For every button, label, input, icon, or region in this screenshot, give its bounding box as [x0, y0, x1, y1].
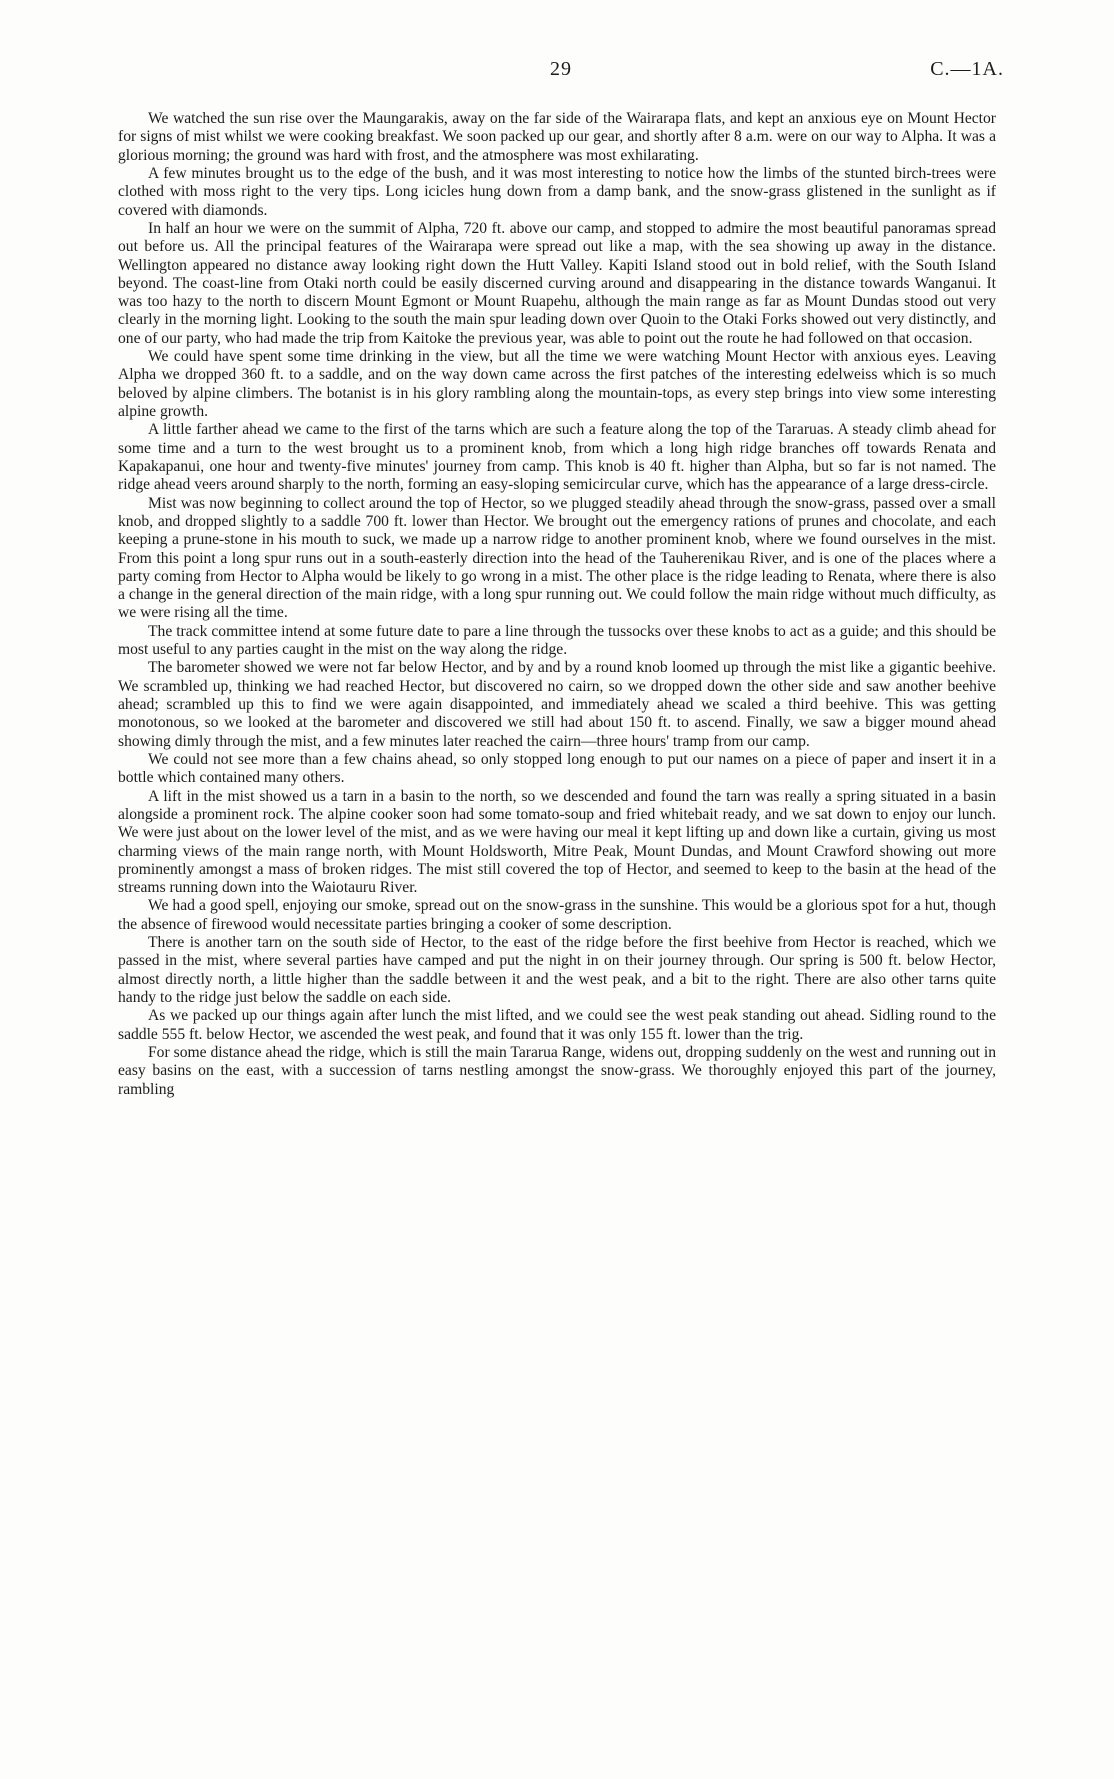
- paragraph: In half an hour we were on the summit of Alpha, 720 ft. above our camp, and stopped to admire the most beautiful panoramas spread out before us. All the principal features of the Wairarapa were spread out like a map, with the sea showing up away in the distance. Wellington appeared no distance away looking right down the Hutt Valley. Kapiti Island stood out in bold relief, with the South Island beyond. The coast-line from Otaki north could be easily discerned curving around and disappearing in the distance towards Wanganui. It was too hazy to the north to discern Mount Egmont or Mount Ruapehu, although the main range as far as Mount Dundas stood out very clearly in the morning light. Looking to the south the main spur leading down over Quoin to the Otaki Forks showed out very distinctly, and one of our party, who had made the trip from Kaitoke the previous year, was able to point out the route he had followed on that occasion.: [118, 219, 996, 347]
- paragraph: As we packed up our things again after lunch the mist lifted, and we could see the west peak standing out ahead. Sidling round to the saddle 555 ft. below Hector, we ascended the west peak, and found that it was only 155 ft. lower than the trig.: [118, 1007, 996, 1043]
- page-header: [118, 58, 1004, 88]
- page-number: 29: [550, 58, 572, 80]
- document-reference: C.—1A.: [930, 58, 1004, 80]
- paragraph: A few minutes brought us to the edge of the bush, and it was most interesting to notice how the limbs of the stunted birch-trees were clothed with moss right to the very tips. Long icicles hung down from a damp bank, and the snow-grass glistened in the sunlight as if covered with diamonds.: [118, 164, 996, 219]
- paragraph: The track committee intend at some future date to pare a line through the tussocks over these knobs to act as a guide; and this should be most useful to any parties caught in the mist on the way along the ridge.: [118, 622, 996, 659]
- paragraph: There is another tarn on the south side of Hector, to the east of the ridge before the first beehive from Hector is reached, which we passed in the mist, where several parties have camped and put the night in on their journey through. Our spring is 500 ft. below Hector, almost directly north, a little higher than the saddle between it and the west peak, and a bit to the right. There are also other tarns quite handy to the ridge just below the saddle on each side.: [118, 934, 996, 1006]
- paragraph: For some distance ahead the ridge, which is still the main Tararua Range, widens out, dropping suddenly on the west and running out in easy basins on the east, with a succession of tarns nestling amongst the snow-grass. We thoroughly enjoyed this part of the journey, rambling: [118, 1043, 996, 1098]
- paragraph: A little farther ahead we came to the first of the tarns which are such a feature along the top of the Tararuas. A steady climb ahead for some time and a turn to the west brought us to a prominent knob, from which a long high ridge branches off towards Renata and Kapakapanui, one hour and twenty-five minutes' journey from camp. This knob is 40 ft. higher than Alpha, but so far is not named. The ridge ahead veers around sharply to the north, forming an easy-sloping semicircular curve, which has the appearance of a large dress-circle.: [118, 421, 996, 494]
- paragraph: Mist was now beginning to collect around the top of Hector, so we plugged steadily ahead through the snow-grass, passed over a small knob, and dropped slightly to a saddle 700 ft. lower than Hector. We brought out the emergency rations of prunes and chocolate, and each keeping a prune-stone in his mouth to suck, we made up a narrow ridge to another prominent knob, where we found ourselves in the mist. From this point a long spur runs out in a south-easterly direction into the head of the Tauherenikau River, and is one of the places where a party coming from Hector to Alpha would be likely to go wrong in a mist. The other place is the ridge leading to Renata, where there is also a change in the general direction of the main ridge, with a long spur running out. We could follow the main ridge without much difficulty, as we were rising all the time.: [118, 494, 996, 622]
- paragraph: We watched the sun rise over the Maungarakis, away on the far side of the Wairarapa flats, and kept an anxious eye on Mount Hector for signs of mist whilst we were cooking breakfast. We soon packed up our gear, and shortly after 8 a.m. were on our way to Alpha. It was a glorious morning; the ground was hard with frost, and the atmosphere was most exhilarating.: [118, 110, 996, 164]
- paragraph: We had a good spell, enjoying our smoke, spread out on the snow-grass in the sunshine. This would be a glorious spot for a hut, though the absence of firewood would necessitate parties bringing a cooker of some description.: [118, 897, 996, 933]
- body-text: [118, 110, 996, 1099]
- paragraph: We could have spent some time drinking in the view, but all the time we were watching Mount Hector with anxious eyes. Leaving Alpha we dropped 360 ft. to a saddle, and on the way down came across the first patches of the interesting edelweiss which is so much beloved by alpine climbers. The botanist is in his glory rambling along the mountain-tops, as every step brings into view some interesting alpine growth.: [118, 348, 996, 420]
- paragraph: A lift in the mist showed us a tarn in a basin to the north, so we descended and found the tarn was really a spring situated in a basin alongside a prominent rock. The alpine cooker soon had some tomato-soup and fried whitebait ready, and we sat down to enjoy our lunch. We were just about on the lower level of the mist, and as we were having our meal it kept lifting up and down like a curtain, giving us most charming views of the main range north, with Mount Holdsworth, Mitre Peak, Mount Dundas, and Mount Crawford showing out more prominently amongst a mass of broken ridges. The mist still covered the top of Hector, and seemed to keep to the basin at the head of the streams running down into the Waiotauru River.: [118, 787, 996, 897]
- paragraph: We could not see more than a few chains ahead, so only stopped long enough to put our names on a piece of paper and insert it in a bottle which contained many others.: [118, 750, 996, 787]
- paragraph: The barometer showed we were not far below Hector, and by and by a round knob loomed up through the mist like a gigantic beehive. We scrambled up, thinking we had reached Hector, but discovered no cairn, so we dropped down the other side and saw another beehive ahead; scrambled up this to find we were again disappointed, and immediately ahead we scaled a third beehive. This was getting monotonous, so we looked at the barometer and discovered we still had about 150 ft. to ascend. Finally, we saw a bigger mound ahead showing dimly through the mist, and a few minutes later reached the cairn—three hours' tramp from our camp.: [118, 659, 996, 750]
